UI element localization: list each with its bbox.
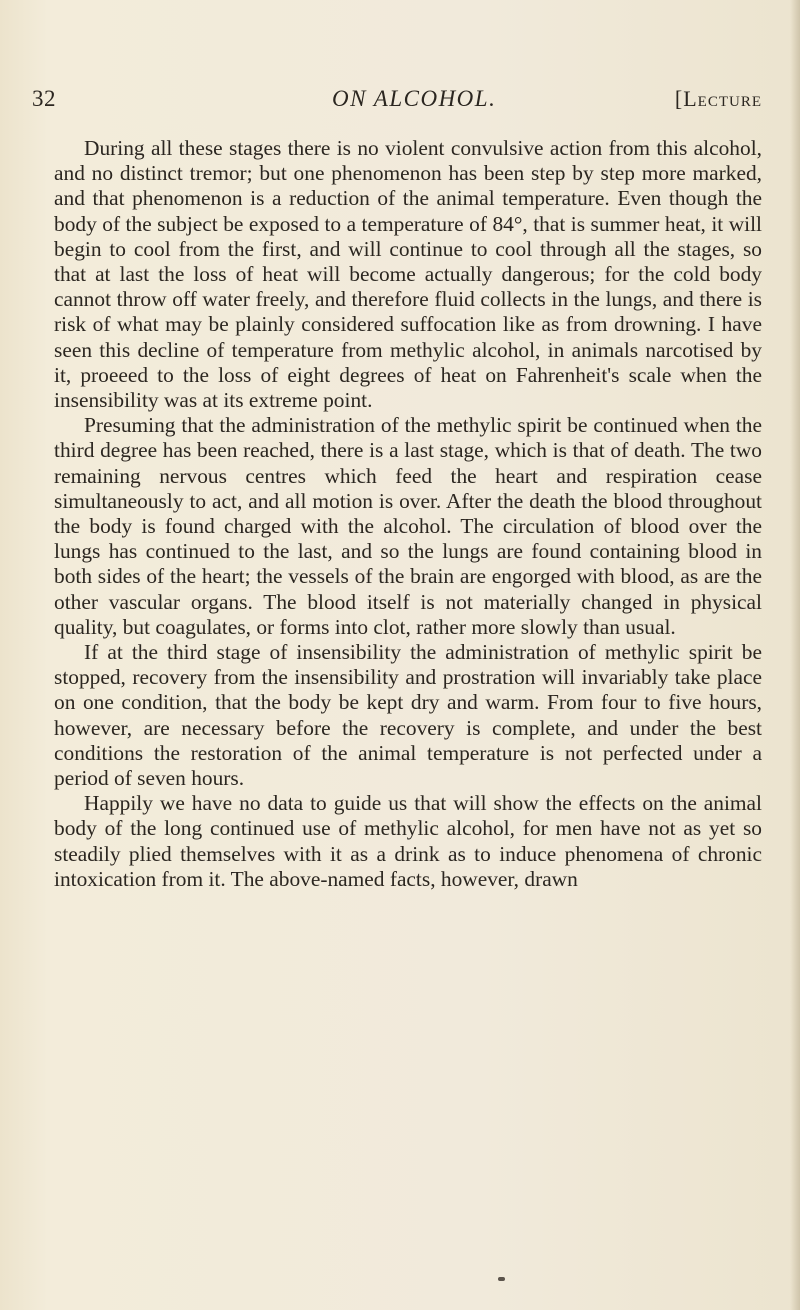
paragraph-2: Presuming that the administration of the methylic spirit be continued when the third degree has been reached, there is a last stage, which is that of death. The two remaining nervous centres which feed the heart and respiration cease simultaneously to act, and all motion is over. After the death the blood throughout the body is found charged with the alcohol. The circulation of blood over the lungs has continued to the last, and so the lungs are found containing blood in both sides of the heart; the vessels of the brain are engorged with blood, as are the other vascular organs. The blood itself is not materially changed in physical quality, but coagulates, or forms into clot, rather more slowly than usual. (54, 413, 762, 639)
section-label: [Lecture (674, 86, 762, 111)
ink-mark (498, 1277, 505, 1281)
body-text (54, 136, 762, 892)
running-title: ON ALCOHOL. (332, 86, 497, 111)
paragraph-1: During all these stages there is no violent convulsive action from this alcohol, and no distinct tremor; but one phenomenon has been step by step more marked, and that phenomenon is a reduction of the animal temperature. Even though the body of the subject be exposed to a temperature of 84°, that is summer heat, it will begin to cool from the first, and will continue to cool through all the stages, so that at last the loss of heat will become actually dangerous; for the cold body cannot throw off water freely, and therefore fluid collects in the lungs, and there is risk of what may be plainly considered suffocation like as from drowning. I have seen this decline of temperature from methylic alcohol, in animals narcotised by it, proeeed to the loss of eight degrees of heat on Fahrenheit's scale when the insensibility was at its extreme point. (54, 136, 762, 413)
page-number: 32 (32, 86, 56, 111)
paragraph-4: Happily we have no data to guide us that will show the effects on the animal body of the long continued use of methylic alcohol, for men have not as yet so steadily plied themselves with it as a drink as to induce phenomena of chronic intoxication from it. The above-named facts, however, drawn (54, 791, 762, 891)
paragraph-3: If at the third stage of insensibility the administration of methylic spirit be stopped, recovery from the insensibility and prostration will invariably take place on one condition, that the body be kept dry and warm. From four to five hours, however, are necessary before the recovery is complete, and under the best conditions the restoration of the animal temperature is not perfected under a period of seven hours. (54, 640, 762, 791)
page-edge-shadow (790, 0, 800, 1310)
page-header (32, 86, 772, 120)
